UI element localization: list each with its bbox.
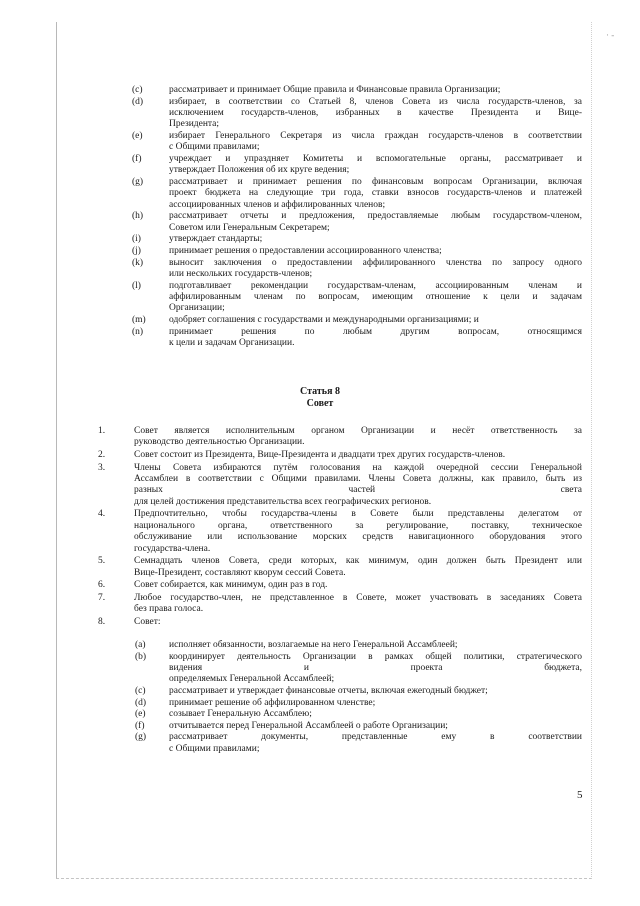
list-item-text: принимает решения по любым другим вопросам, относящимся	[169, 326, 582, 337]
list-item-text: разных частей света	[134, 485, 582, 496]
list-marker: (h)	[132, 211, 144, 222]
list-item-text: координирует деятельность Организации в рамках общей политики, стратегического	[169, 651, 582, 662]
list-item-text: руководство деятельностью Организации.	[134, 437, 305, 448]
list-item-text: рассматривает документы, представленные ему в соответствии	[169, 732, 582, 743]
list-item-text: с Общими правилами;	[169, 743, 260, 754]
list-item-text: избирает Генерального Секретаря из числа граждан государств-членов в соответствии	[169, 131, 582, 141]
list-marker: (e)	[132, 131, 143, 141]
list-item-text: Семнадцать членов Совета, среди которых, как минимум, один должен быть Президент или	[134, 556, 582, 567]
list-item-text: подготавливает рекомендации государствам-членам, ассоциированным членам и	[169, 280, 582, 291]
list-item-text: национального органа, ответственного за регулирование, поставку, техническое	[134, 520, 582, 531]
list-marker: (c)	[135, 686, 146, 696]
list-item-text: созывает Генеральную Ассамблею;	[169, 709, 312, 720]
list-marker: (b)	[135, 651, 147, 662]
list-item-text: учреждает и упраздняет Комитеты и вспомогательные органы, рассматривает и	[169, 154, 582, 164]
list-marker: (g)	[135, 732, 147, 743]
list-marker: (j)	[132, 246, 141, 256]
list-item-text: утверждает стандарты;	[169, 234, 263, 245]
list-item-text: исполняет обязанности, возлагаемые на него Генеральной Ассамблеей;	[169, 640, 458, 650]
list-marker: (f)	[132, 154, 142, 164]
list-marker: (d)	[135, 697, 147, 708]
list-marker: (m)	[132, 315, 146, 325]
list-marker: 6.	[98, 580, 106, 591]
page-number: 5	[577, 789, 583, 801]
list-item-text: с Общими правилами;	[169, 142, 260, 153]
list-item-text: Совет:	[134, 616, 161, 627]
list-item-text: Советом или Генеральным Секретарем;	[169, 222, 330, 233]
list-item-text: определяемых Генеральной Ассамблеей;	[169, 674, 335, 685]
list-item-text: выносит заключения о предоставлении аффилированного членства по запросу одного	[169, 257, 582, 268]
list-marker: 1.	[98, 426, 106, 436]
list-marker: (g)	[132, 177, 144, 187]
list-item-text: рассматривает отчеты и предложения, предоставляемые любым государством-членом,	[169, 211, 582, 222]
list-marker: 4.	[98, 509, 106, 520]
list-item-text: принимает решение об аффилированном членстве;	[169, 697, 376, 708]
list-item-text: Совет собирается, как минимум, один раз в год.	[134, 580, 328, 591]
list-item-text: Любое государство-член, не представленное в Совете, может участвовать в заседаниях Совета	[134, 592, 582, 603]
list-item-text: Ассамблеи в соответствии с Общими правилами. Члены Совета должны, как правило, быть из	[134, 474, 582, 484]
article-subtitle: Совет	[306, 398, 334, 409]
list-marker: (i)	[132, 234, 141, 245]
list-item-text: Совет состоит из Президента, Вице-Президента и двадцати трех других государств-членов.	[134, 450, 506, 460]
list-item-text: без права голоса.	[134, 604, 204, 615]
list-marker: (f)	[135, 720, 145, 731]
list-marker: 5.	[98, 556, 106, 567]
list-marker: (n)	[132, 326, 144, 337]
list-marker: (d)	[132, 96, 144, 107]
list-item-text: Совет является исполнительным органом Организации и несёт ответственность за	[134, 426, 582, 436]
list-item-text: обслуживание или использование морских средств навигационного оборудования этого	[134, 532, 582, 543]
list-item-text: Предпочтительно, чтобы государства-члены в Совете были представлены делегатом от	[134, 509, 582, 520]
list-item-text: рассматривает и утверждает финансовые отчеты, включая ежегодный бюджет;	[169, 686, 488, 696]
list-item-text: проект бюджета на следующие три года, ставки взносов государств-членов и платежей	[169, 188, 582, 199]
list-marker: 3.	[98, 462, 106, 473]
list-item-text: одобряет соглашения с государствами и международными организациями; и	[169, 315, 479, 325]
list-item-text: для целей достижения представительства всех географических регионов.	[134, 496, 432, 507]
list-item-text: Вице-Президент, составляют кворум сессий Совета.	[134, 567, 346, 578]
list-marker: 7.	[98, 592, 106, 603]
list-item-text: рассматривает и принимает решения по финансовым вопросам Организации, включая	[169, 177, 582, 187]
list-item-text: Президента;	[169, 119, 220, 130]
list-item-text: исключением государств-членов, избранных в качестве Президента и Вице-	[169, 108, 582, 118]
list-item-text: аффилированным членам по вопросам, имеющим отношение к цели и задачам	[169, 292, 582, 302]
list-item-text: Организации;	[169, 303, 225, 314]
list-marker: (a)	[135, 640, 146, 650]
list-marker: (l)	[132, 280, 141, 291]
list-marker: (c)	[132, 85, 143, 95]
list-item-text: Члены Совета избираются путём голосования на каждой очередной сессии Генеральной	[134, 462, 582, 473]
list-marker: 8.	[98, 616, 106, 627]
list-item-text: ассоциированных членов и аффилированных членов;	[169, 199, 386, 210]
scan-mark: · -	[606, 30, 615, 40]
list-item-text: отчитывается перед Генеральной Ассамблеей о работе Организации;	[169, 720, 448, 731]
list-item-text: или нескольких государств-членов;	[169, 269, 313, 279]
list-item-text: рассматривает и принимает Общие правила и Финансовые правила Организации;	[169, 85, 501, 95]
list-item-text: видения и проекта бюджета,	[169, 663, 582, 673]
list-item-text: принимает решения о предоставлении ассоциированного членства;	[169, 246, 442, 256]
list-item-text: утверждает Положения об их круге ведения;	[169, 165, 350, 176]
list-marker: (k)	[132, 257, 144, 268]
list-item-text: к цели и задачам Организации.	[169, 338, 295, 348]
list-marker: 2.	[98, 450, 106, 460]
list-item-text: государства-члена.	[134, 543, 211, 554]
list-item-text: избирает, в соответствии со Статьей 8, членов Совета из числа государств-членов, за	[169, 96, 582, 107]
list-marker: (e)	[135, 709, 146, 720]
article-title: Статья 8	[300, 386, 340, 397]
